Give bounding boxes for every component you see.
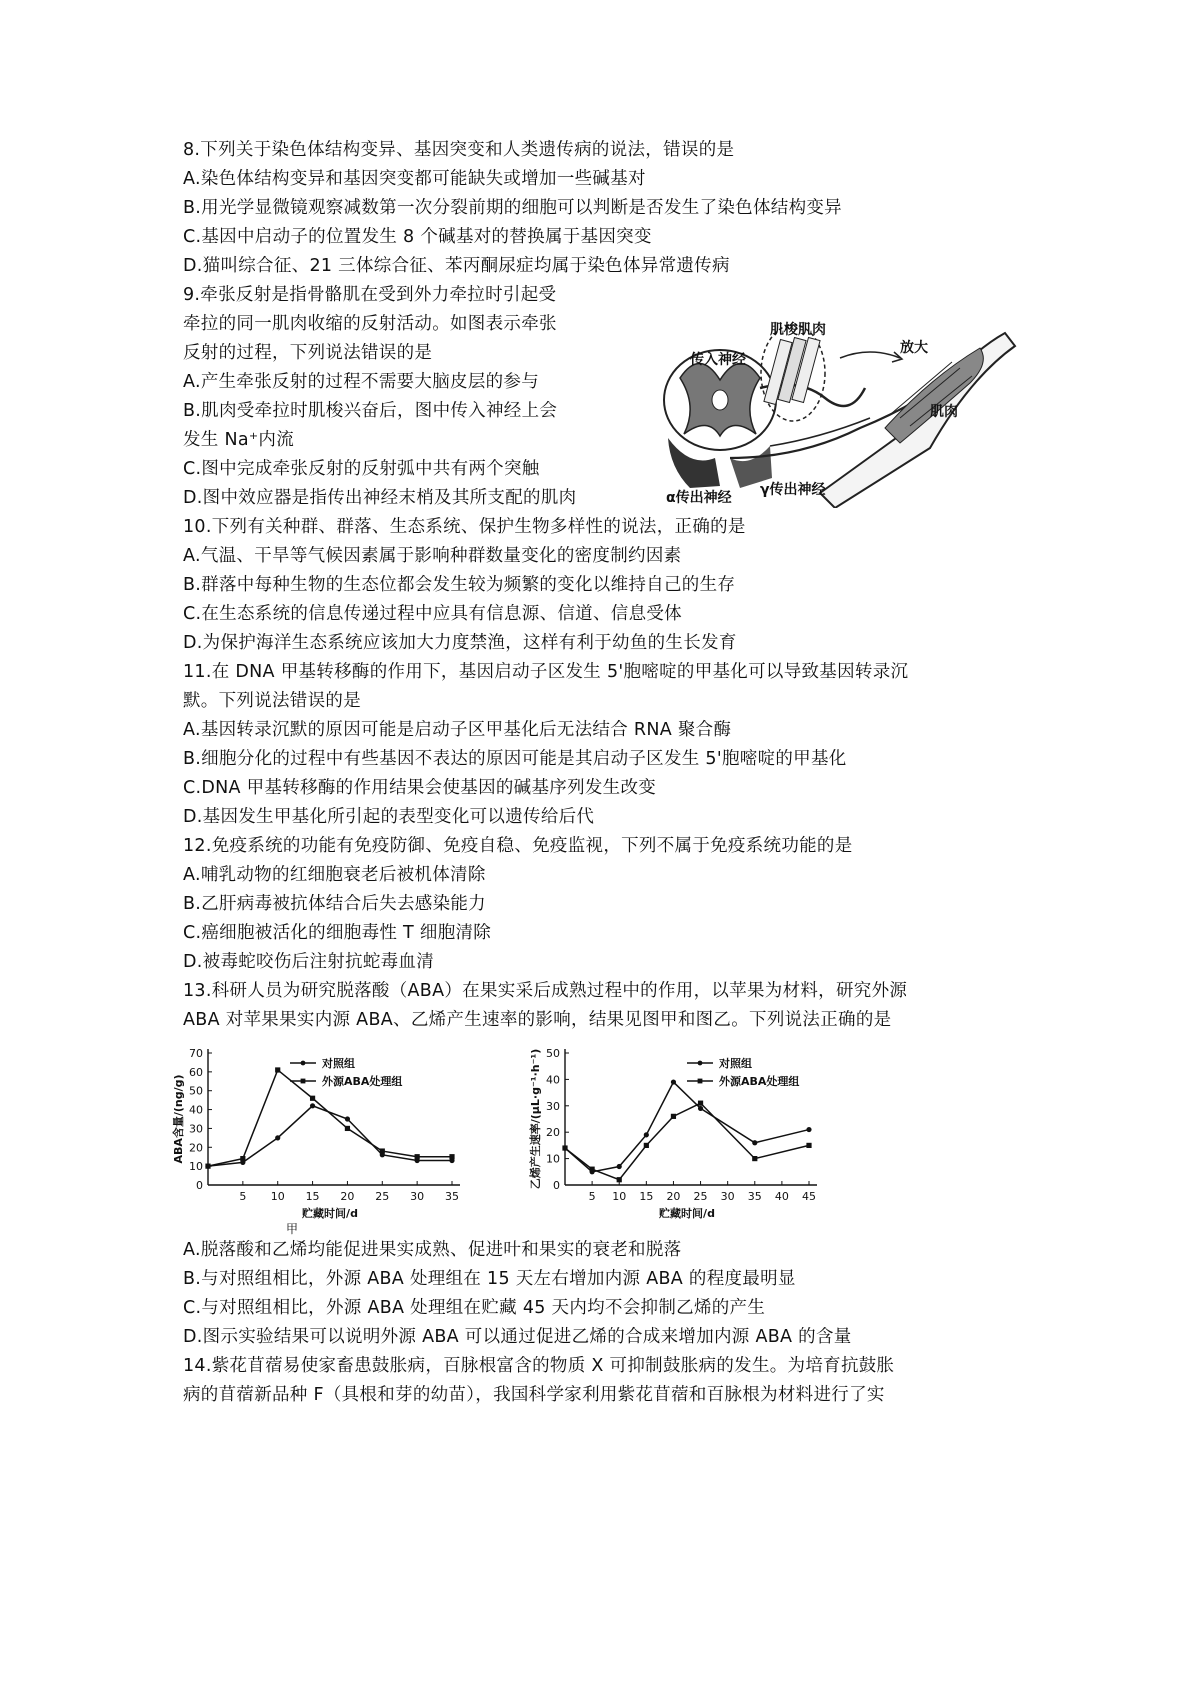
data-point-series-2 [644,1143,649,1148]
data-point-series-2 [415,1154,420,1159]
q12-option-c: C.癌细胞被活化的细胞毒性 T 细胞清除 [183,923,492,943]
q8-option-d: D.猫叫综合征、21 三体综合征、苯丙酮尿症均属于染色体异常遗传病 [183,256,730,276]
data-point-series-2 [205,1164,210,1169]
label-muscle: 肌肉 [930,404,958,420]
q13-option-b: B.与对照组相比，外源 ABA 处理组在 15 天左右增加内源 ABA 的程度最明显 [183,1269,796,1289]
y-tick-label: 0 [553,1179,560,1192]
x-tick-label: 45 [802,1190,816,1203]
chart-aba-content [170,1045,480,1240]
q13-stem-line1: 13.科研人员为研究脱落酸（ABA）在果实采后成熟过程中的作用，以苹果为材料，研究外源 [183,981,908,1001]
x-tick-label: 20 [340,1190,355,1203]
q11-option-c: C.DNA 甲基转移酶的作用结果会使基因的碱基序列发生改变 [183,778,657,798]
q14-stem-line1: 14.紫花苜蓿易使家畜患鼓胀病，百脉根富含的物质 X 可抑制鼓胀病的发生。为培育抗鼓胀 [183,1356,895,1376]
data-point-series-2 [617,1177,622,1182]
q10-option-a: A.气温、干旱等气候因素属于影响种群数量变化的密度制约因素 [183,546,682,566]
data-point-series-2 [310,1096,315,1101]
q13-stem-line2: ABA 对苹果果实内源 ABA、乙烯产生速率的影响，结果见图甲和图乙。下列说法正确的是 [183,1010,892,1030]
legend-marker-1 [698,1061,703,1066]
q9-option-d: D.图中效应器是指传出神经末梢及其所支配的肌肉 [183,488,577,508]
data-point-series-1 [698,1106,703,1111]
y-tick-label: 30 [189,1122,203,1136]
label-muscle-spindle: 肌梭肌肉 [770,322,826,338]
limb-muscle-illustration [820,333,1015,508]
q8-stem: 8.下列关于染色体结构变异、基因突变和人类遗传病的说法，错误的是 [183,140,735,160]
q11-option-b: B.细胞分化的过程中有些基因不表达的原因可能是其启动子区发生 5'胞嘧啶的甲基化 [183,749,847,769]
y-tick-label: 30 [546,1099,560,1113]
data-point-series-1 [275,1135,280,1140]
legend-marker-2 [698,1079,703,1084]
q14-stem-line2: 病的苜蓿新品种 F（具根和芽的幼苗），我国科学家利用紫花苜蓿和百脉根为材料进行了实 [183,1385,885,1405]
y-tick-label: 40 [189,1103,203,1117]
legend-label-2: 外源ABA处理组 [322,1075,403,1088]
y-tick-label: 20 [189,1141,203,1155]
x-tick-label: 10 [270,1190,285,1203]
data-point-series-2 [562,1145,567,1150]
y-tick-label: 50 [189,1084,203,1098]
data-point-series-1 [806,1127,811,1132]
data-point-series-1 [644,1132,649,1137]
x-tick-label: 40 [774,1190,789,1203]
data-point-series-1 [671,1079,676,1084]
q11-stem-line1: 11.在 DNA 甲基转移酶的作用下，基因启动子区发生 5'胞嘧啶的甲基化可以导致基因转录沉 [183,662,909,682]
spinal-cord-illustration [664,350,776,488]
x-tick-label: 15 [639,1190,654,1203]
data-point-series-2 [806,1143,811,1148]
q11-option-d: D.基因发生甲基化所引起的表型变化可以遗传给后代 [183,807,595,827]
q10-option-d: D.为保护海洋生态系统应该加大力度禁渔，这样有利于幼鱼的生长发育 [183,633,737,653]
x-tick-label: 25 [693,1190,708,1203]
q10-option-c: C.在生态系统的信息传递过程中应具有信息源、信道、信息受体 [183,604,682,624]
label-alpha-efferent: α传出神经 [666,490,732,506]
q13-option-a: A.脱落酸和乙烯均能促进果实成熟、促进叶和果实的衰老和脱落 [183,1240,682,1260]
y-tick-label: 20 [546,1126,560,1140]
y-tick-label: 0 [196,1179,203,1192]
q8-option-a: A.染色体结构变异和基因突变都可能缺失或增加一些碱基对 [183,169,646,189]
series-line-2 [565,1103,809,1180]
y-tick-label: 70 [189,1047,203,1060]
legend-marker-2 [301,1079,306,1084]
q12-option-b: B.乙肝病毒被抗体结合后失去感染能力 [183,894,486,914]
x-tick-label: 20 [666,1190,681,1203]
legend-label-1: 对照组 [719,1057,752,1070]
x-tick-label: 30 [410,1190,425,1203]
q9-stem-line3: 反射的过程，下列说法错误的是 [183,343,433,363]
data-point-series-2 [698,1101,703,1106]
y-axis-label: 乙烯产生速率/(μL·g⁻¹·h⁻¹) [529,1048,542,1190]
label-zoom: 放大 [900,340,928,356]
q9-option-c: C.图中完成牵张反射的反射弧中共有两个突触 [183,459,540,479]
data-point-series-2 [590,1167,595,1172]
series-line-1 [565,1082,809,1172]
label-afferent-nerve: 传入神经 [690,352,746,368]
q11-stem-line2: 默。下列说法错误的是 [183,691,361,711]
x-tick-label: 25 [375,1190,390,1203]
q12-option-a: A.哺乳动物的红细胞衰老后被机体清除 [183,865,486,885]
data-point-series-1 [310,1103,315,1108]
q8-option-b: B.用光学显微镜观察减数第一次分裂前期的细胞可以判断是否发生了染色体结构变异 [183,198,842,218]
q13-option-d: D.图示实验结果可以说明外源 ABA 可以通过促进乙烯的合成来增加内源 ABA 的含量 [183,1327,852,1347]
q9-stem-line1: 9.牵张反射是指骨骼肌在受到外力牵拉时引起受 [183,285,557,305]
y-axis-label: ABA含量/(ng/g) [172,1074,185,1164]
legend-marker-1 [301,1061,306,1066]
q9-option-b-line2: 发生 Na⁺内流 [183,430,295,450]
q12-stem: 12.免疫系统的功能有免疫防御、免疫自稳、免疫监视，下列不属于免疫系统功能的是 [183,836,853,856]
data-point-series-1 [345,1116,350,1121]
q12-option-d: D.被毒蛇咬伤后注射抗蛇毒血清 [183,952,435,972]
q8-option-c: C.基因中启动子的位置发生 8 个碱基对的替换属于基因突变 [183,227,652,247]
data-point-series-2 [380,1148,385,1153]
y-tick-label: 50 [546,1047,560,1060]
data-point-series-2 [752,1156,757,1161]
x-tick-label: 30 [720,1190,735,1203]
q9-option-b-line1: B.肌肉受牵拉时肌梭兴奋后，图中传入神经上会 [183,401,558,421]
q11-option-a: A.基因转录沉默的原因可能是启动子区甲基化后无法结合 RNA 聚合酶 [183,720,732,740]
data-point-series-1 [752,1140,757,1145]
label-gamma-efferent: γ传出神经 [760,482,826,498]
data-point-series-2 [240,1156,245,1161]
data-point-series-2 [449,1154,454,1159]
stretch-reflex-diagram [660,318,1020,508]
q10-option-b: B.群落中每种生物的生态位都会发生较为频繁的变化以维持自己的生存 [183,575,736,595]
data-point-series-2 [671,1114,676,1119]
q9-option-a: A.产生牵张反射的过程不需要大脑皮层的参与 [183,372,540,392]
y-tick-label: 60 [189,1065,203,1079]
data-point-series-2 [345,1126,350,1131]
x-tick-label: 10 [612,1190,627,1203]
x-tick-label: 5 [588,1190,596,1203]
x-tick-label: 15 [305,1190,320,1203]
q13-option-c: C.与对照组相比，外源 ABA 处理组在贮藏 45 天内均不会抑制乙烯的产生 [183,1298,766,1318]
data-point-series-2 [275,1067,280,1072]
x-tick-label: 35 [747,1190,762,1203]
x-axis-label: 贮藏时间/d [659,1207,715,1220]
q9-stem-line2: 牵拉的同一肌肉收缩的反射活动。如图表示牵张 [183,314,557,334]
x-tick-label: 35 [445,1190,459,1203]
data-point-series-1 [617,1164,622,1169]
y-tick-label: 40 [546,1073,560,1087]
q10-stem: 10.下列有关种群、群落、生态系统、保护生物多样性的说法，正确的是 [183,517,746,537]
legend-label-1: 对照组 [322,1057,355,1070]
y-tick-label: 10 [189,1160,203,1174]
chart-caption: 甲 [285,1222,299,1236]
x-tick-label: 5 [239,1190,247,1203]
legend-label-2: 外源ABA处理组 [719,1075,800,1088]
y-tick-label: 10 [546,1152,560,1166]
muscle-spindle-illustration [761,325,825,421]
x-axis-label: 贮藏时间/d [302,1207,358,1220]
chart-ethylene-rate [527,1045,837,1240]
